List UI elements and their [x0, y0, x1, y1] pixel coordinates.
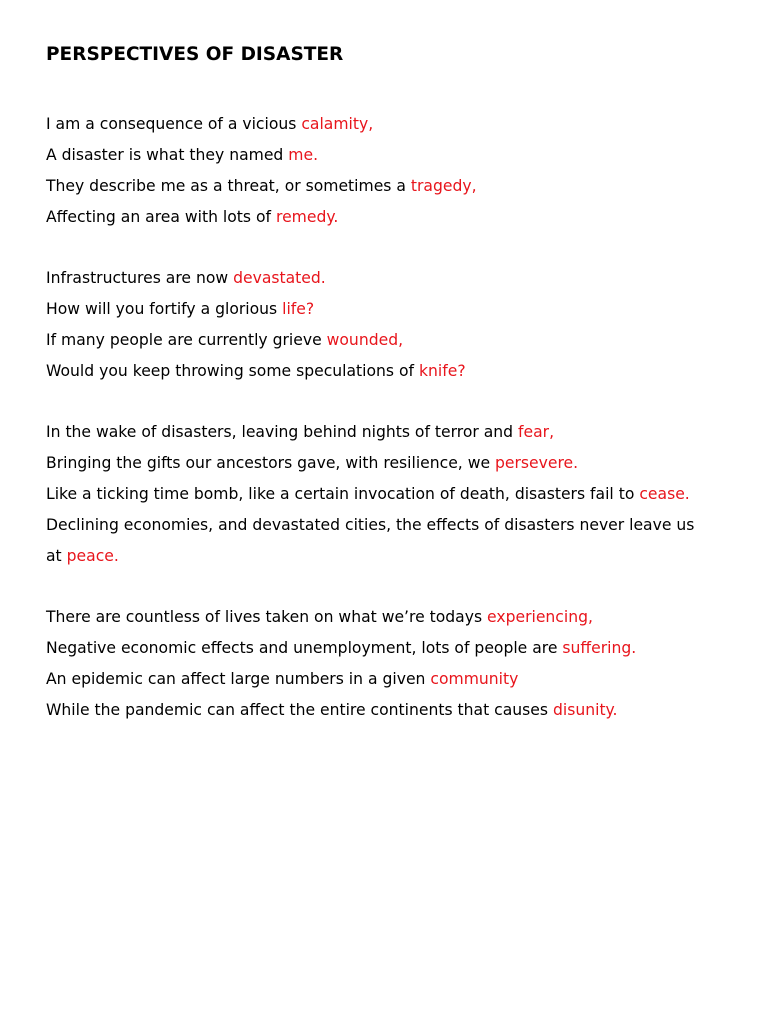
rhyme-word: life?: [282, 300, 315, 318]
rhyme-word: suffering.: [562, 639, 637, 657]
line-text: How will you fortify a glorious: [46, 300, 283, 318]
stanza-3: [46, 417, 726, 572]
stanza-1: [46, 109, 726, 233]
poem-line: [46, 109, 726, 140]
poem-line: [46, 602, 726, 633]
poem-line: [46, 263, 726, 294]
poem-line: [46, 356, 726, 387]
line-text: If many people are currently grieve: [46, 331, 327, 349]
poem-line: [46, 140, 726, 171]
line-text: Declining economies, and devastated cities, the effects of disasters never leave us: [46, 516, 695, 534]
poem-line: [46, 633, 726, 664]
line-text: I am a consequence of a vicious: [46, 115, 302, 133]
stanza-4: [46, 602, 726, 726]
line-text: An epidemic can affect large numbers in a given: [46, 670, 431, 688]
poem-line: [46, 325, 726, 356]
line-text: In the wake of disasters, leaving behind nights of terror and: [46, 423, 519, 441]
rhyme-word: experiencing,: [487, 608, 593, 626]
poem-line: [46, 510, 726, 541]
poem-line: [46, 294, 726, 325]
rhyme-word: disunity.: [552, 701, 618, 719]
poem-line: [46, 171, 726, 202]
line-text: There are countless of lives taken on what we’re todays: [46, 608, 488, 626]
rhyme-word: fear,: [518, 423, 555, 441]
poem-line: [46, 664, 726, 695]
poem-line: [46, 479, 726, 510]
rhyme-word: persevere.: [495, 454, 579, 472]
line-text: Like a ticking time bomb, like a certain invocation of death, disasters fail to: [46, 485, 640, 503]
rhyme-word: calamity,: [301, 115, 374, 133]
poem-line: [46, 695, 726, 726]
rhyme-word: wounded,: [326, 331, 404, 349]
rhyme-word: peace.: [66, 547, 119, 565]
rhyme-word: cease.: [639, 485, 690, 503]
line-text: at: [46, 547, 67, 565]
line-text: While the pandemic can affect the entire continents that causes: [46, 701, 553, 719]
line-text: Would you keep throwing some speculations of: [46, 362, 419, 380]
line-text: Bringing the gifts our ancestors gave, with resilience, we: [46, 454, 496, 472]
rhyme-word: remedy.: [276, 208, 339, 226]
poem-line: [46, 202, 726, 233]
rhyme-word: devastated.: [233, 269, 326, 287]
rhyme-word: me.: [288, 146, 319, 164]
rhyme-word: knife?: [418, 362, 466, 380]
rhyme-word: community: [430, 670, 519, 688]
line-text: They describe me as a threat, or sometimes a: [46, 177, 411, 195]
line-text: Infrastructures are now: [46, 269, 234, 287]
poem-line: [46, 448, 726, 479]
line-text: A disaster is what they named: [46, 146, 289, 164]
poem-line: [46, 417, 726, 448]
stanza-2: [46, 263, 726, 387]
rhyme-word: tragedy,: [410, 177, 477, 195]
line-text: Negative economic effects and unemployment, lots of people are: [46, 639, 563, 657]
line-text: Affecting an area with lots of: [46, 208, 276, 226]
page-title: PERSPECTIVES OF DISASTER: [46, 44, 344, 65]
poem-line: [46, 541, 726, 572]
